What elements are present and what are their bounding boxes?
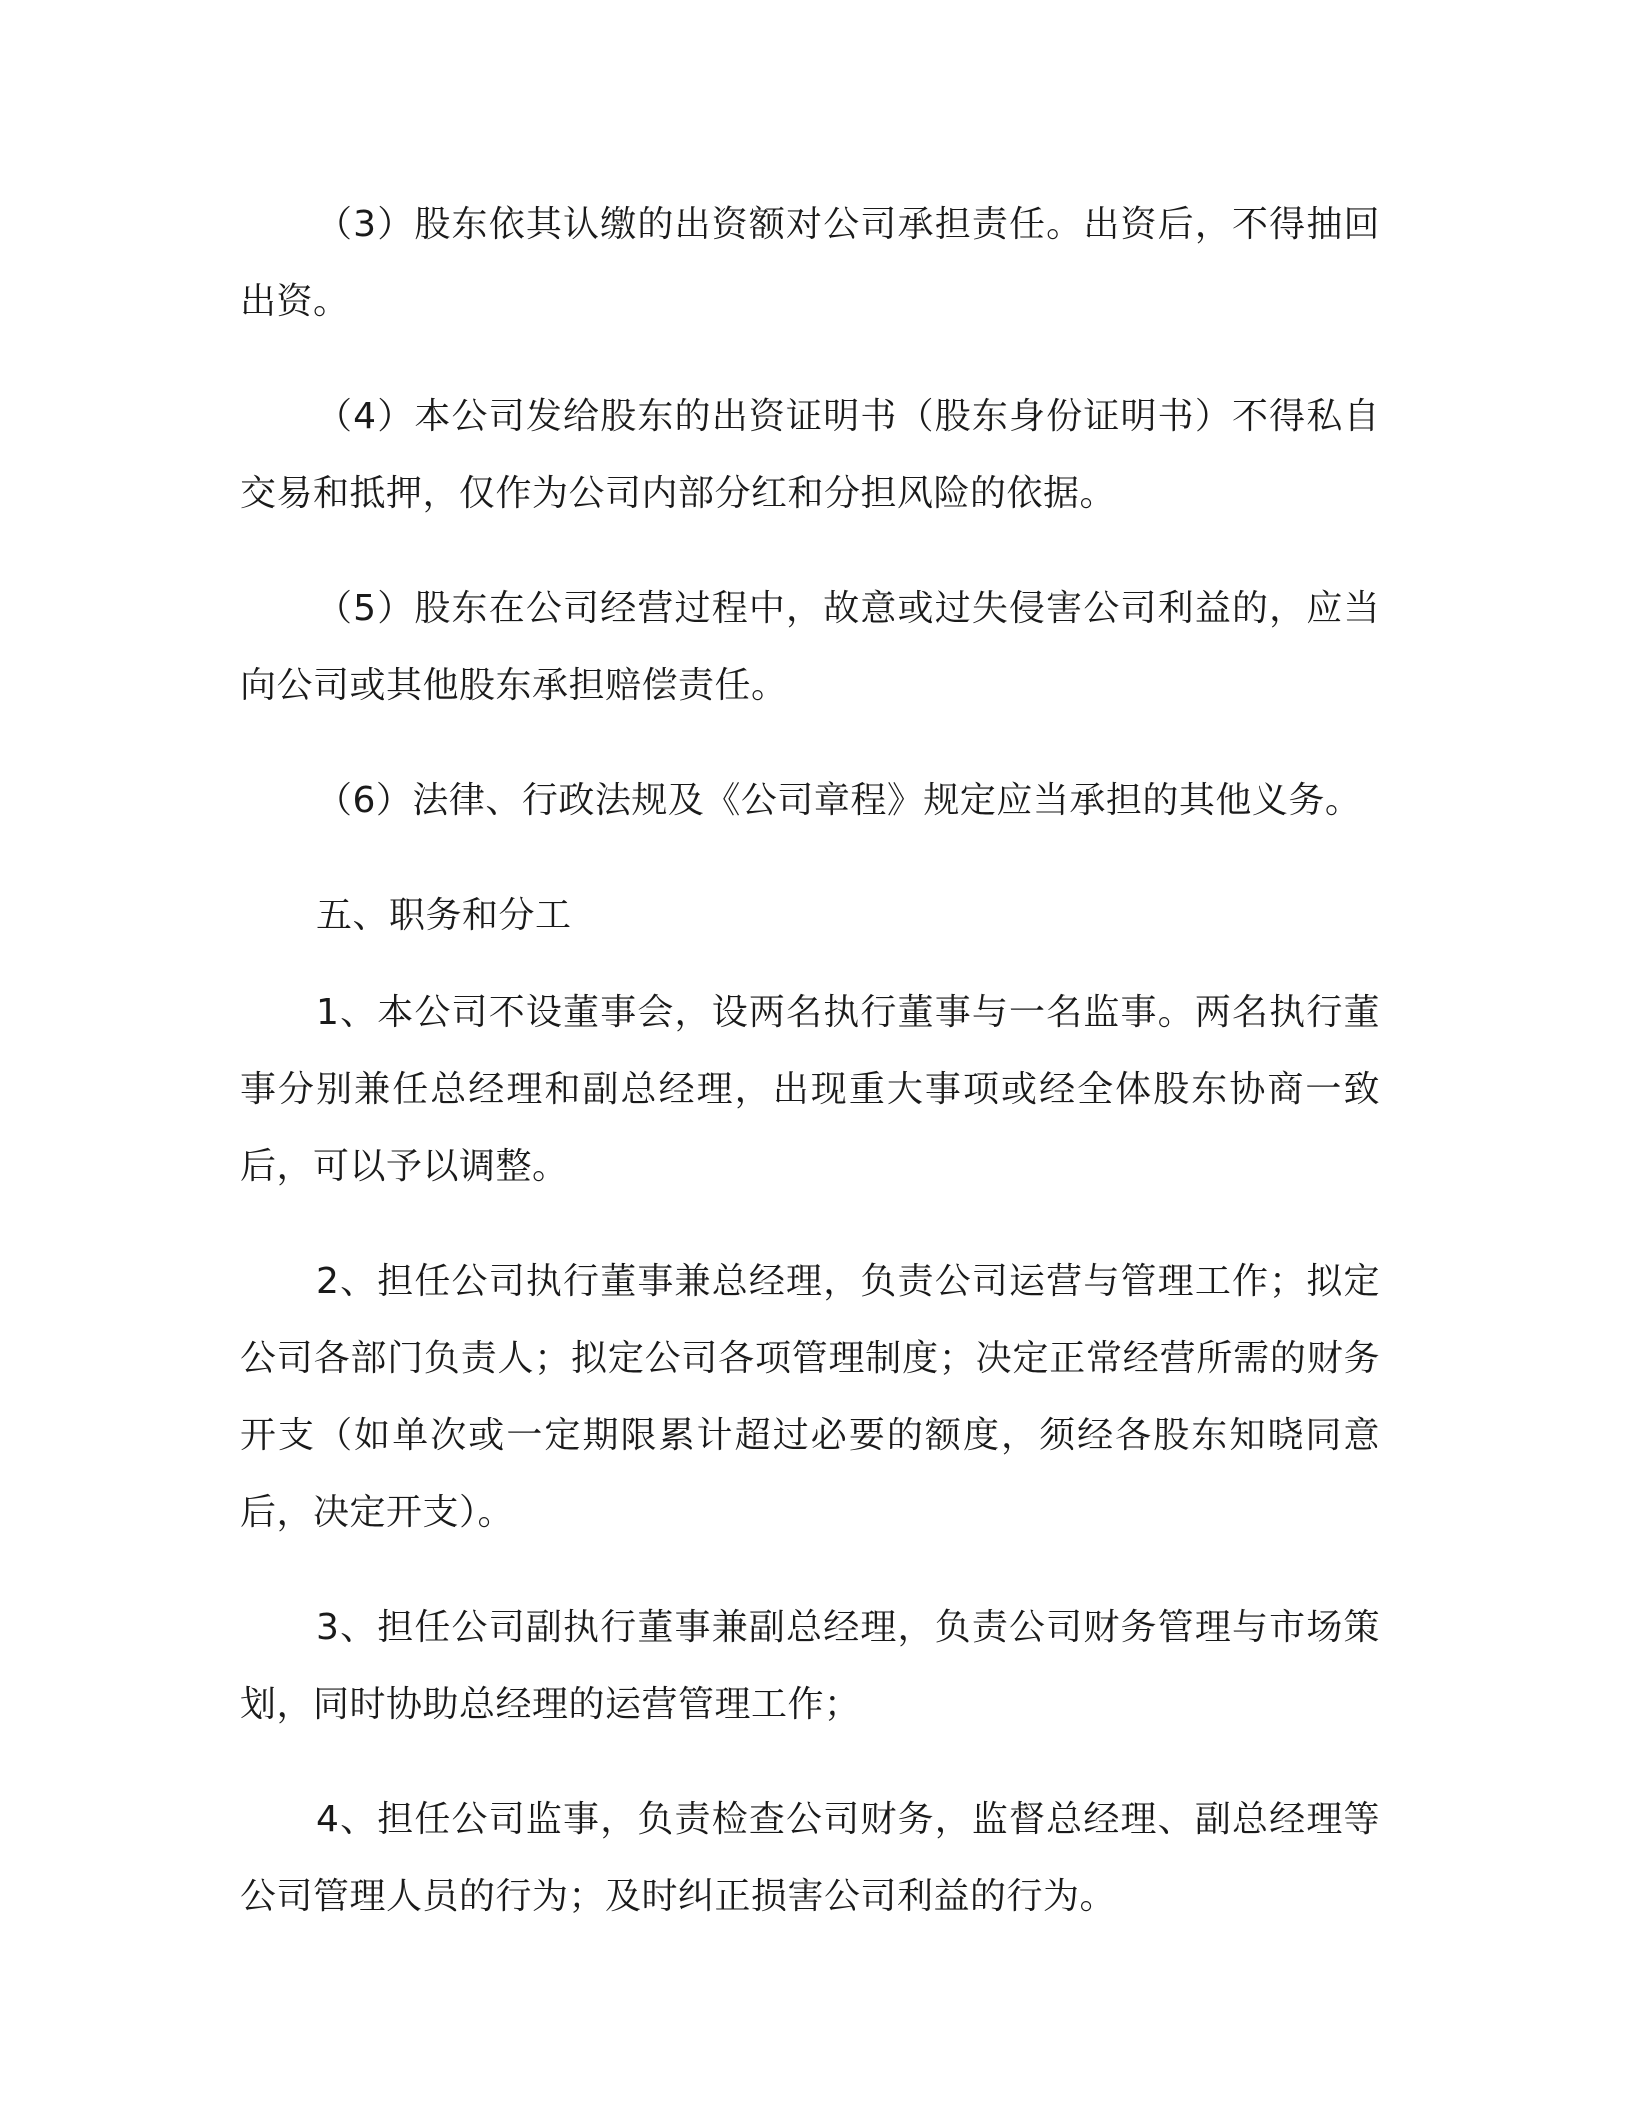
paragraph-other-obligations: （6）法律、行政法规及《公司章程》规定应当承担的其他义务。 — [316, 780, 1362, 821]
paragraph-capital-certificate: （4）本公司发给股东的出资证明书（股东身份证明书）不得私自交易和抵押，仅作为公司内部分红和分担风险的依据。 — [240, 396, 1380, 514]
paragraph-deputy-manager-duties: 3、担任公司副执行董事兼副总经理，负责公司财务管理与市场策划，同时协助总经理的运营管理工作； — [240, 1607, 1380, 1725]
paragraph-board-structure: 1、本公司不设董事会，设两名执行董事与一名监事。两名执行董事分别兼任总经理和副总经理，出现重大事项或经全体股东协商一致后，可以予以调整。 — [240, 992, 1380, 1187]
paragraph-supervisor-duties: 4、担任公司监事，负责检查公司财务，监督总经理、副总经理等公司管理人员的行为；及时纠正损害公司利益的行为。 — [240, 1799, 1380, 1917]
paragraph-shareholder-liability: （3）股东依其认缴的出资额对公司承担责任。出资后，不得抽回出资。 — [240, 204, 1380, 322]
paragraph-compensation-liability: （5）股东在公司经营过程中，故意或过失侵害公司利益的，应当向公司或其他股东承担赔偿责任。 — [240, 588, 1380, 706]
document-body — [240, 186, 1380, 1973]
paragraph-general-manager-duties: 2、担任公司执行董事兼总经理，负责公司运营与管理工作；拟定公司各部门负责人；拟定公司各项管理制度；决定正常经营所需的财务开支（如单次或一定期限累计超过必要的额度，须经各股东知晓同意后，决定开支）。 — [240, 1261, 1380, 1533]
section-heading-duties: 五、职务和分工 — [316, 895, 572, 936]
